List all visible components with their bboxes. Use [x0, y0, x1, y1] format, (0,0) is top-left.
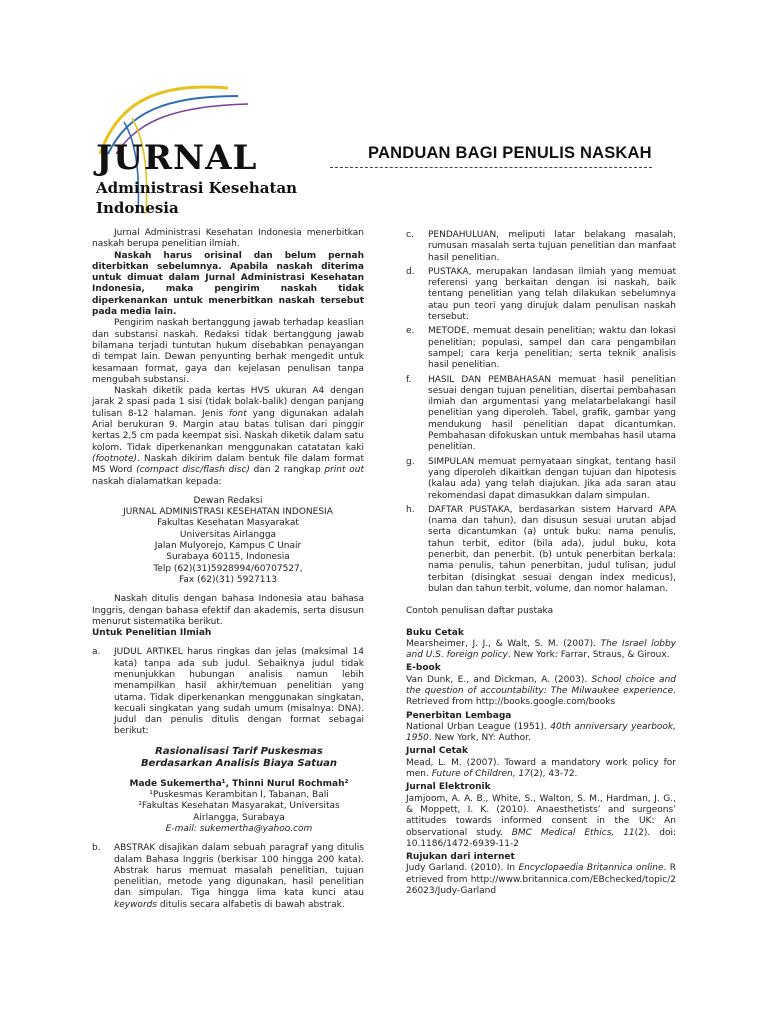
ref-text: . Retrieved from http://books.google.com/books [406, 685, 676, 708]
ref-entry-institution [406, 722, 676, 745]
sample-title-line2: Berdasarkan Analisis Biaya Satuan [140, 758, 338, 770]
sample-authors: Made Sukemertha¹, Thinni Nurul Rochmah² [129, 778, 349, 789]
list-item-text: SIMPULAN memuat pernyataan singkat, tentang hasil yang diperoleh dikaitkan dengan tujuan dan hipotesis (kalau ada) yang telah diajukan. Jika ada saran atau rekomendasi dapat dimasukkan dalam simpulan. [428, 456, 676, 501]
ref-text: Jamjoom, A. A. B., White, S., Walton, S. M., Hardman, J. G., & Moppett, I. K. (2010). Anaesthetists’ and surgeons’ attitudes towards informed consent in the UK: An observational study. [406, 793, 676, 838]
ref-entry-internet [406, 863, 676, 897]
document-title: PANDUAN BAGI PENULIS NASKAH [368, 144, 652, 162]
list-item-a [92, 647, 364, 737]
address-line: Fax (62)(31) 5927113 [179, 574, 277, 585]
ref-label-internet: Rujukan dari internet [406, 852, 515, 863]
address-line: Surabaya 60115, Indonesia [166, 552, 290, 563]
list-item-text: DAFTAR PUSTAKA, berdasarkan sistem Harvard APA (nama dan tahun), dan disusun sesuai urutan abjad serta dicantumkan (a) untuk buku: nama penulis, tahun terbit, editor (bila ada), judul buku, kota penerbit, dan penerbit. (b) untuk penerbitan berkala: nama penulis, tahun penerbitan, judul tulisan, judul terbitan (disingkat sesuai dengan index medicus), bulan dan tahun terbit, volume, dan nomor halaman. [428, 504, 676, 594]
format-text-footnote: (footnote) [92, 453, 138, 464]
ref-label-journal: Jurnal Cetak [406, 746, 468, 757]
ref-label-book: Buku Cetak [406, 627, 464, 638]
ref-text: Mead, L. M. (2007). Toward a mandatory work policy for men. [406, 757, 676, 780]
ref-entry-ejournal [406, 794, 676, 850]
address-line: Dewan Redaksi [193, 495, 263, 506]
ref-title: School choice and the question of accountability: The Milwaukee experience [406, 674, 676, 696]
address-line: Telp (62)(31)5928994/60707527, [153, 563, 303, 574]
list-marker: g. [406, 456, 415, 467]
list-item-text: HASIL DAN PEMBAHASAN memuat hasil penelitian sesuai dengan tujuan penelitian, disertai pembahasan ilmiah dan argumentasi yang melatarbelakangi hasil penelitian yang diperoleh. Tabel, grafik, gambar yang mendukung hasil penelitian dapat dicantumkan. Pembahasan difokuskan untuk membahas hasil utama penelitian. [428, 374, 676, 453]
ref-text: (2). doi: 10.1186/1472-6939-11-2 [406, 827, 676, 849]
address-line: Fakultas Kesehatan Masyarakat [157, 518, 299, 529]
address-line: Jalan Mulyorejo, Kampus C Unair [154, 541, 302, 552]
format-text-4: dan 2 rangkap [249, 465, 325, 476]
logo-subtitle-line2: Indonesia [96, 199, 179, 217]
logo-title: JURNAL [96, 138, 258, 178]
ref-text: . Retrieved from http://www.britannica.com/EBchecked/topic/226023/Judy-Garland [406, 863, 676, 897]
intro-paragraph: Jurnal Administrasi Kesehatan Indonesia menerbitkan naskah berupa penelitian ilmiah. [92, 228, 364, 250]
list-marker: d. [406, 266, 415, 277]
list-item-g [406, 457, 676, 502]
list-item-text: PUSTAKA, merupakan landasan ilmiah yang memuat referensi yang berkaitan dengan isi naskah, baik tentang penelitian yang telah dilakukan sebelumnya atau pun teori yang dirujuk dalam penulisan naskah tersebut. [428, 266, 676, 323]
ref-label-institution: Penerbitan Lembaga [406, 710, 512, 721]
abstract-keywords: keywords [114, 899, 158, 910]
list-item-d [406, 267, 676, 323]
sample-affiliation: Airlangga, Surabaya [193, 812, 285, 823]
list-marker: f. [406, 374, 412, 385]
list-marker: b. [92, 843, 101, 854]
sample-title-block [92, 746, 364, 835]
originality-paragraph: Naskah harus orisinal dan belum pernah diterbitkan sebelumnya. Apabila naskah diterima untuk dimuat dalam Jurnal Administrasi Kesehatan Indonesia, maka pengirim naskah tidak diperkenankan untuk menerbitkan naskah tersebut pada media lain. [92, 250, 364, 318]
ref-entry-book [406, 639, 676, 662]
list-item-c [406, 230, 676, 264]
ref-title: Encyclopaedia Britannica online [518, 863, 664, 874]
ref-text: . New York, NY: Author. [428, 733, 531, 744]
list-item-text: JUDUL ARTIKEL harus ringkas dan jelas (maksimal 14 kata) tanpa ada sub judul. Sebaiknya judul tidak menunjukkan hubungan analisis namun lebih menampilkan hasil akhir/temuan penelitian yang utama. Tidak diperkenankan menggunakan singkatan, kecuali singkatan yang sudah umum (misalnya: DNA). Judul dan penulis ditulis dengan format sebagai berikut: [114, 647, 364, 737]
format-text-3: . Naskah dikirim dalam bentuk file dalam format MS Word [92, 453, 364, 476]
ref-text: National Urban League (1951). [406, 721, 551, 732]
ref-entry-journal [406, 758, 676, 781]
ref-entry-ebook [406, 675, 676, 709]
editorial-address [92, 496, 364, 586]
ref-label-ejournal: Jurnal Elektronik [406, 782, 491, 793]
ref-text: Mearsheimer, J. J., & Walt, S. M. (2007). [406, 638, 601, 649]
address-line: Universitas Airlangga [179, 529, 277, 540]
format-text-2: yang digunakan adalah Arial berukuran 9. Margin atau batas tulisan dari pinggir kertas 2,5 cm pada keempat sisi. Naskah diketik dalam satu kolom. Tidak diperkenankan menggunakan catatatan kaki [92, 408, 364, 453]
list-item-h [406, 505, 676, 595]
format-text-printout: print out [324, 465, 364, 476]
ref-label-ebook: E-book [406, 663, 441, 674]
section-heading: Untuk Penelitian Ilmiah [92, 628, 212, 639]
ref-title: 40th anniversary yearbook, 1950 [406, 721, 676, 744]
list-item-b [92, 843, 364, 911]
abstract-text-1: ABSTRAK disajikan dalam sebuah paragraf yang ditulis dalam Bahasa Inggris (berkisar 100 hingga 200 kata). Abstrak harus memuat masalah penelitian, tujuan penelitian, metode yang digunakan, hasil penelitian dan simpulan. Tiga hingga lima kata kunci atau [114, 843, 364, 899]
list-marker: c. [406, 230, 414, 240]
reference-intro: Contoh penulisan daftar pustaka [406, 606, 554, 617]
ref-title: Future of Children, 17 [431, 769, 530, 780]
ref-title: The Israel lobby and U.S. foreign policy [406, 638, 676, 661]
ref-text: (2), 43-72. [529, 769, 578, 780]
list-marker: h. [406, 504, 415, 515]
sample-email: E-mail: sukemertha@yahoo.com [165, 823, 313, 834]
right-column [406, 230, 676, 897]
title-dashed-rule [330, 167, 652, 168]
format-text-font: font [228, 408, 247, 419]
sample-title-line1: Rasionalisasi Tarif Puskesmas [155, 745, 323, 757]
sample-affiliation: ¹Puskesmas Kerambitan I, Tabanan, Bali [149, 790, 329, 801]
logo-subtitle [96, 178, 297, 218]
list-item-text [114, 843, 364, 911]
list-marker: e. [406, 326, 415, 337]
ref-title: BMC Medical Ethics, 11 [511, 827, 635, 838]
ref-text: . New York: Farrar, Straus, & Giroux. [507, 650, 670, 661]
responsibility-paragraph: Pengirim naskah bertanggung jawab terhadap keaslian dan substansi naskah. Redaksi tidak bertanggung jawab bilamana terjadi tuntutan hukum disebabkan penayangan di tempat lain. Dewan penyunting berhak mengedit untuk kesamaan format, gaya dan kejelasan penulisan tanpa mengubah substansi. [92, 318, 364, 385]
address-line: JURNAL ADMINISTRASI KESEHATAN INDONESIA [123, 507, 333, 518]
format-text-1: Naskah diketik pada kertas HVS ukuran A4 dengan jarak 2 spasi pada 1 sisi (tidak bolak-balik) dengan panjang tulisan 8-12 halaman. Jenis [92, 386, 364, 419]
ref-text: Van Dunk, E., and Dickman, A. (2003). [406, 674, 592, 685]
format-paragraph [92, 386, 364, 488]
format-text-media: (compact disc/flash disc) [136, 465, 250, 476]
list-item-f [406, 375, 676, 454]
left-column [92, 228, 364, 911]
list-item-e [406, 326, 676, 371]
list-item-text: METODE, memuat desain penelitian; waktu dan lokasi penelitian; populasi, sampel dan cara pengambilan sampel; cara kerja penelitian; serta teknik analisis hasil penelitian. [428, 326, 676, 371]
language-paragraph: Naskah ditulis dengan bahasa Indonesia atau bahasa Inggris, dengan bahasa efektif dan akademis, serta disusun menurut sistematika berikut. [92, 594, 364, 627]
list-marker: a. [92, 647, 101, 658]
abstract-text-2: ditulis secara alfabetis di bawah abstrak. [157, 899, 345, 910]
sample-affiliation: ²Fakultas Kesehatan Masyarakat, Universitas [138, 801, 340, 812]
format-text-5: naskah dialamatkan kepada: [92, 476, 222, 487]
logo-subtitle-line1: Administrasi Kesehatan [96, 179, 298, 197]
ref-text: Judy Garland. (2010). In [406, 863, 519, 874]
list-item-text: PENDAHULUAN, meliputi latar belakang masalah, rumusan masalah serta tujuan penelitian dan manfaat hasil penelitian. [428, 230, 676, 263]
